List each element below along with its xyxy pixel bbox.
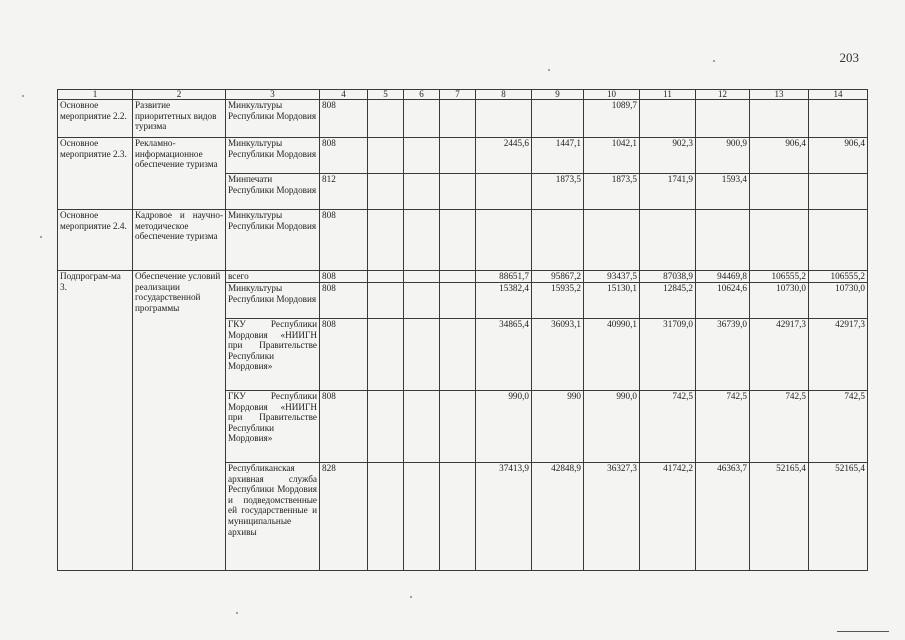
grbs-code: 828 bbox=[320, 463, 368, 571]
scan-speck bbox=[22, 95, 24, 97]
cell bbox=[368, 100, 404, 138]
value-cell: 10730,0 bbox=[809, 283, 868, 319]
scan-edge-line bbox=[837, 631, 889, 632]
table-row bbox=[58, 210, 868, 271]
cell bbox=[404, 319, 440, 391]
value-cell: 52165,4 bbox=[750, 463, 809, 571]
grbs-code: 808 bbox=[320, 100, 368, 138]
column-header: 8 bbox=[476, 90, 532, 100]
value-cell: 88651,7 bbox=[476, 271, 532, 283]
grbs-code: 808 bbox=[320, 138, 368, 174]
cell bbox=[440, 100, 476, 138]
value-cell: 1089,7 bbox=[584, 100, 640, 138]
column-header: 10 bbox=[584, 90, 640, 100]
value-cell bbox=[809, 174, 868, 210]
executor: всего bbox=[226, 271, 320, 283]
value-cell: 106555,2 bbox=[750, 271, 809, 283]
cell bbox=[368, 463, 404, 571]
value-cell bbox=[584, 210, 640, 271]
value-cell: 1873,5 bbox=[584, 174, 640, 210]
value-cell: 1593,4 bbox=[696, 174, 750, 210]
executor: Минкультуры Республики Мордовия bbox=[226, 138, 320, 174]
measure-title: Рекламно-информационное обеспечение туризма bbox=[133, 138, 226, 210]
grbs-code: 808 bbox=[320, 271, 368, 283]
cell bbox=[404, 138, 440, 174]
value-cell: 94469,8 bbox=[696, 271, 750, 283]
value-cell: 15935,2 bbox=[532, 283, 584, 319]
value-cell: 87038,9 bbox=[640, 271, 696, 283]
value-cell bbox=[750, 174, 809, 210]
scan-speck bbox=[40, 236, 42, 238]
value-cell bbox=[640, 210, 696, 271]
cell bbox=[404, 391, 440, 463]
value-cell: 906,4 bbox=[809, 138, 868, 174]
grbs-code: 808 bbox=[320, 391, 368, 463]
cell bbox=[368, 210, 404, 271]
measure-code: Основное мероприятие 2.2. bbox=[58, 100, 133, 138]
cell bbox=[368, 138, 404, 174]
measure-title: Обеспечение условий реализации государственной программы bbox=[133, 271, 226, 571]
value-cell: 990,0 bbox=[476, 391, 532, 463]
column-header: 5 bbox=[368, 90, 404, 100]
value-cell bbox=[476, 210, 532, 271]
value-cell: 95867,2 bbox=[532, 271, 584, 283]
column-header: 13 bbox=[750, 90, 809, 100]
value-cell bbox=[809, 100, 868, 138]
executor: ГКУ Республики Мордовия «НИИГН при Правительстве Республики Мордовия» bbox=[226, 319, 320, 391]
cell bbox=[440, 138, 476, 174]
value-cell: 990 bbox=[532, 391, 584, 463]
value-cell: 1042,1 bbox=[584, 138, 640, 174]
value-cell: 1741,9 bbox=[640, 174, 696, 210]
page-number: 203 bbox=[839, 50, 859, 65]
table-row bbox=[58, 100, 868, 138]
cell bbox=[368, 283, 404, 319]
scan-speck bbox=[410, 596, 412, 598]
executor: Республиканская архивная служба Республики Мордовия и подведомственные ей государственные и муниципальные архивы bbox=[226, 463, 320, 571]
cell bbox=[440, 283, 476, 319]
table-row bbox=[58, 138, 868, 174]
cell bbox=[368, 319, 404, 391]
value-cell: 15130,1 bbox=[584, 283, 640, 319]
value-cell: 42917,3 bbox=[750, 319, 809, 391]
executor: ГКУ Республики Мордовия «НИИГН при Правительстве Республики Мордовия» bbox=[226, 391, 320, 463]
value-cell: 40990,1 bbox=[584, 319, 640, 391]
cell bbox=[440, 463, 476, 571]
cell bbox=[368, 174, 404, 210]
cell bbox=[404, 271, 440, 283]
value-cell bbox=[476, 174, 532, 210]
value-cell: 52165,4 bbox=[809, 463, 868, 571]
value-cell: 42848,9 bbox=[532, 463, 584, 571]
value-cell: 41742,2 bbox=[640, 463, 696, 571]
grbs-code: 812 bbox=[320, 174, 368, 210]
measure-code: Основное мероприятие 2.3. bbox=[58, 138, 133, 210]
executor: Минкультуры Республики Мордовия bbox=[226, 283, 320, 319]
column-header: 6 bbox=[404, 90, 440, 100]
cell bbox=[440, 391, 476, 463]
column-header: 11 bbox=[640, 90, 696, 100]
value-cell bbox=[696, 100, 750, 138]
cell bbox=[404, 174, 440, 210]
value-cell: 36093,1 bbox=[532, 319, 584, 391]
cell bbox=[404, 100, 440, 138]
value-cell: 10624,6 bbox=[696, 283, 750, 319]
value-cell: 1447,1 bbox=[532, 138, 584, 174]
value-cell: 15382,4 bbox=[476, 283, 532, 319]
value-cell: 902,3 bbox=[640, 138, 696, 174]
table-row bbox=[58, 271, 868, 283]
value-cell bbox=[640, 100, 696, 138]
measure-code: Подпрограм-ма 3. bbox=[58, 271, 133, 571]
value-cell: 93437,5 bbox=[584, 271, 640, 283]
value-cell: 37413,9 bbox=[476, 463, 532, 571]
value-cell bbox=[532, 210, 584, 271]
value-cell: 2445,6 bbox=[476, 138, 532, 174]
executor: Минкультуры Республики Мордовия bbox=[226, 210, 320, 271]
measure-code: Основное мероприятие 2.4. bbox=[58, 210, 133, 271]
scan-speck bbox=[713, 60, 715, 62]
value-cell bbox=[532, 100, 584, 138]
value-cell: 742,5 bbox=[640, 391, 696, 463]
column-header: 4 bbox=[320, 90, 368, 100]
scan-speck bbox=[548, 69, 550, 71]
cell bbox=[440, 174, 476, 210]
value-cell: 36739,0 bbox=[696, 319, 750, 391]
table-header-row bbox=[58, 90, 868, 100]
value-cell bbox=[696, 210, 750, 271]
cell bbox=[440, 319, 476, 391]
executor: Минпечати Республики Мордовия bbox=[226, 174, 320, 210]
value-cell: 900,9 bbox=[696, 138, 750, 174]
value-cell: 36327,3 bbox=[584, 463, 640, 571]
value-cell: 990,0 bbox=[584, 391, 640, 463]
cell bbox=[440, 271, 476, 283]
value-cell: 906,4 bbox=[750, 138, 809, 174]
measure-title: Развитие приоритетных видов туризма bbox=[133, 100, 226, 138]
value-cell bbox=[750, 210, 809, 271]
cell bbox=[368, 391, 404, 463]
cell bbox=[440, 210, 476, 271]
grbs-code: 808 bbox=[320, 319, 368, 391]
scan-speck bbox=[236, 612, 238, 614]
value-cell bbox=[476, 100, 532, 138]
column-header: 9 bbox=[532, 90, 584, 100]
column-header: 14 bbox=[809, 90, 868, 100]
cell bbox=[368, 271, 404, 283]
measure-title: Кадровое и научно-методическое обеспечение туризма bbox=[133, 210, 226, 271]
cell bbox=[404, 283, 440, 319]
value-cell: 46363,7 bbox=[696, 463, 750, 571]
budget-table bbox=[57, 89, 868, 571]
cell bbox=[404, 210, 440, 271]
value-cell: 34865,4 bbox=[476, 319, 532, 391]
value-cell: 742,5 bbox=[809, 391, 868, 463]
value-cell: 10730,0 bbox=[750, 283, 809, 319]
column-header: 7 bbox=[440, 90, 476, 100]
value-cell: 1873,5 bbox=[532, 174, 584, 210]
value-cell: 42917,3 bbox=[809, 319, 868, 391]
column-header: 1 bbox=[58, 90, 133, 100]
value-cell: 742,5 bbox=[696, 391, 750, 463]
value-cell: 742,5 bbox=[750, 391, 809, 463]
value-cell bbox=[809, 210, 868, 271]
value-cell: 12845,2 bbox=[640, 283, 696, 319]
column-header: 3 bbox=[226, 90, 320, 100]
executor: Минкультуры Республики Мордовия bbox=[226, 100, 320, 138]
grbs-code: 808 bbox=[320, 283, 368, 319]
grbs-code: 808 bbox=[320, 210, 368, 271]
value-cell: 106555,2 bbox=[809, 271, 868, 283]
value-cell: 31709,0 bbox=[640, 319, 696, 391]
column-header: 2 bbox=[133, 90, 226, 100]
value-cell bbox=[750, 100, 809, 138]
cell bbox=[404, 463, 440, 571]
column-header: 12 bbox=[696, 90, 750, 100]
